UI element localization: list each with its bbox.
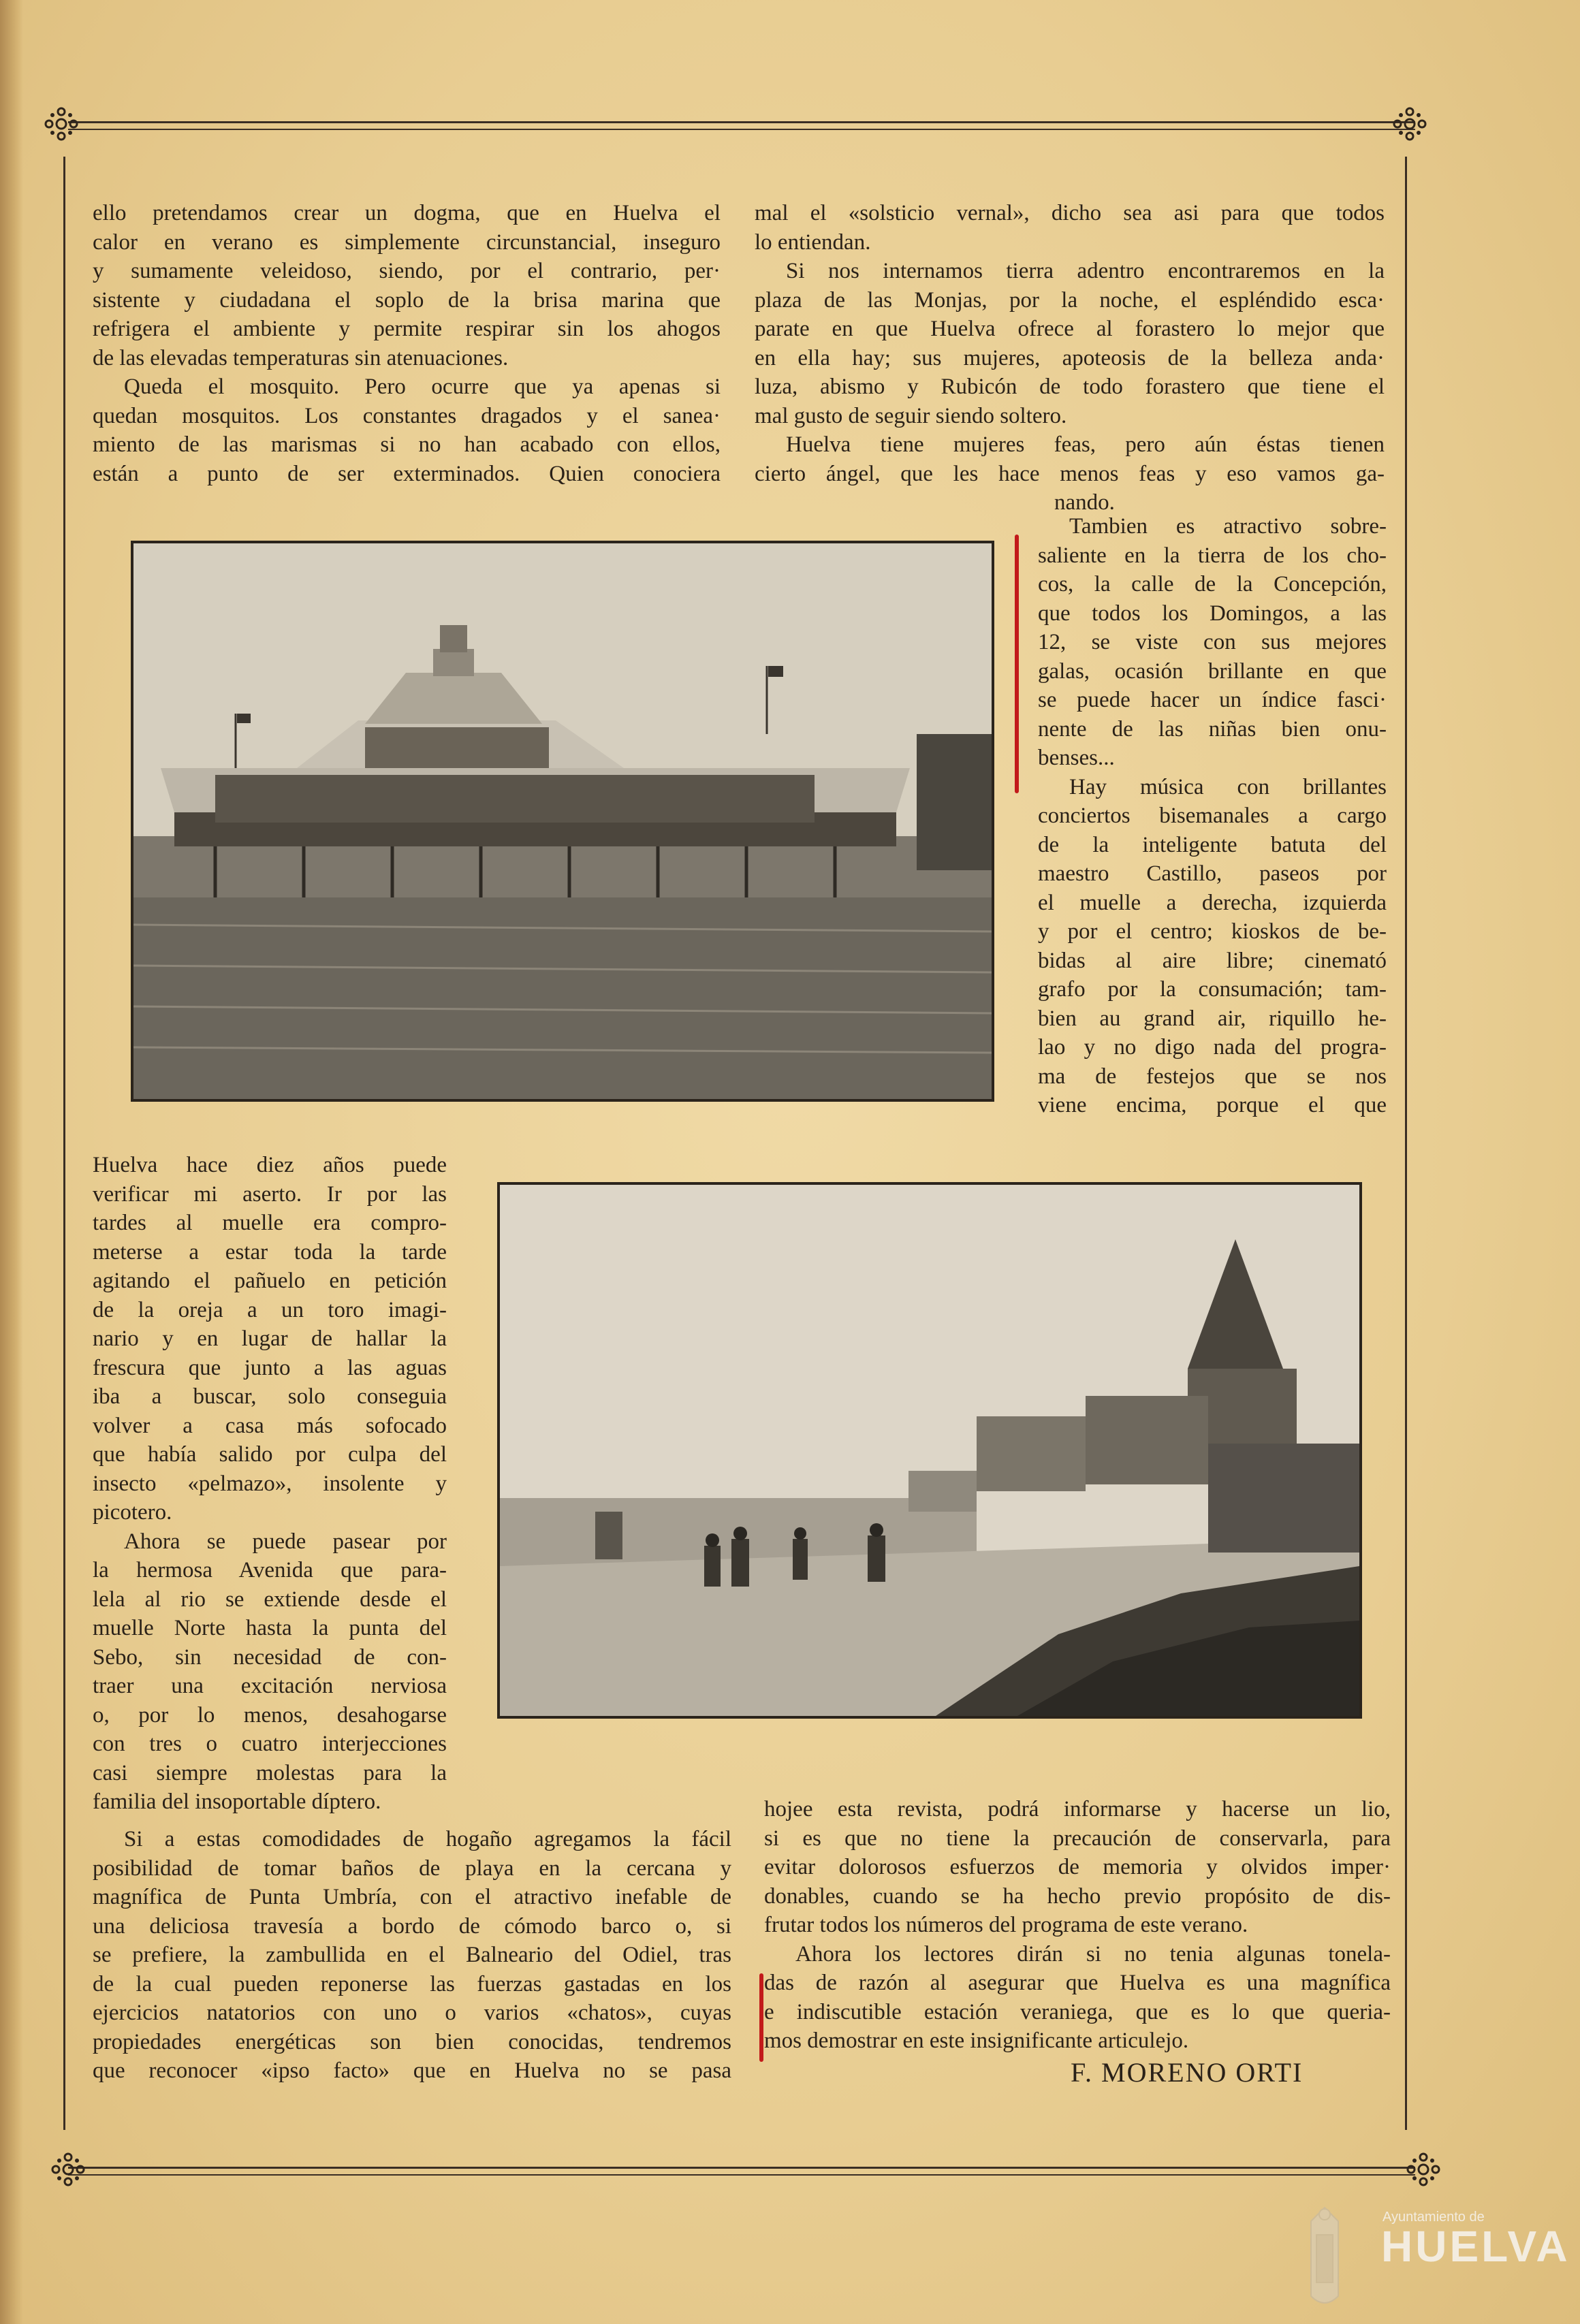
text-line: 12, se viste con sus mejores <box>1038 630 1387 654</box>
text-line: lao y no digo nada del progra- <box>1038 1035 1387 1060</box>
text-line: mal el «solsticio vernal», dicho sea asi para que todos <box>755 201 1385 225</box>
text-line: frescura que junto a las aguas <box>93 1355 447 1380</box>
text-line: de la oreja a un toro imagi- <box>93 1297 447 1322</box>
col2-bottom-text <box>764 1795 1391 2056</box>
text-line: plaza de las Monjas, por la noche, el espléndido esca· <box>755 287 1385 313</box>
text-line: casi siempre molestas para la <box>93 1760 447 1785</box>
text-line: con tres o cuatro interjecciones <box>93 1732 447 1756</box>
page-fold-shadow <box>0 0 23 2324</box>
text-line: mal gusto de seguir siendo soltero. <box>755 403 1067 428</box>
text-line: una deliciosa travesía a bordo de cómodo barco o, si <box>93 1913 731 1939</box>
text-line: nente de las niñas bien onu- <box>1038 716 1387 742</box>
red-margin-mark <box>759 1973 763 2062</box>
text-line: Sebo, sin necesidad de con- <box>93 1644 447 1670</box>
text-line: maestro Castillo, paseos por <box>1038 861 1387 886</box>
text-line: de las elevadas temperaturas sin atenuaciones. <box>93 345 509 370</box>
text-line: refrigera el ambiente y permite respirar sin los ahogos <box>93 317 721 341</box>
text-line: en ella hay; sus mujeres, apoteosis de la belleza anda· <box>755 345 1385 370</box>
text-line: Huelva hace diez años puede <box>93 1153 447 1177</box>
col1-mid-text <box>93 1151 447 1817</box>
text-line: donables, cuando se ha hecho previo propósito de dis- <box>764 1883 1391 1909</box>
corner-ornament-icon <box>41 104 82 144</box>
text-line: muelle Norte hasta la punta del <box>93 1616 447 1640</box>
text-line: cos, la calle de la Concepción, <box>1038 572 1387 596</box>
text-line: o, por lo menos, desahogarse <box>93 1702 447 1728</box>
author-signature: F. MORENO ORTI <box>1071 2057 1304 2088</box>
text-line: se puede hacer un índice fasci· <box>1038 688 1387 712</box>
text-line: ma de festejos que se nos <box>1038 1064 1387 1089</box>
text-line: saliente en la tierra de los cho- <box>1038 543 1387 568</box>
text-line: Queda el mosquito. Pero ocurre que ya apenas si <box>124 375 721 399</box>
text-line: ello pretendamos crear un dogma, que en Huelva el <box>93 201 721 225</box>
text-line: verificar mi aserto. Ir por las <box>93 1181 447 1207</box>
bottom-border-rule <box>68 2167 1415 2176</box>
text-line: magnífica de Punta Umbría, con el atractivo inefable de <box>93 1885 731 1909</box>
text-line: si es que no tiene la precaución de conservarla, para <box>764 1826 1391 1851</box>
left-border-rule <box>63 157 65 2130</box>
text-line: sistente y ciudadana el soplo de la brisa marina que <box>93 287 721 313</box>
text-line: quedan mosquitos. Los constantes dragados y el sanea· <box>93 403 721 428</box>
text-line: están a punto de ser exterminados. Quien conociera <box>93 461 721 486</box>
text-line: meterse a estar toda la tarde <box>93 1239 447 1264</box>
text-line: propiedades energéticas son bien conocidas, tendremos <box>93 2029 731 2054</box>
text-line: volver a casa más sofocado <box>93 1413 447 1438</box>
text-line: viene encima, porque el que <box>1038 1093 1387 1117</box>
text-line: hojee esta revista, podrá informarse y hacerse un lio, <box>764 1797 1391 1821</box>
text-line: la hermosa Avenida que para- <box>93 1558 447 1582</box>
text-line: bidas al aire libre; cinemató <box>1038 948 1387 973</box>
photo-beach-houses <box>497 1182 1362 1719</box>
text-line: de la inteligente batuta del <box>1038 832 1387 857</box>
text-line: parate en que Huelva ofrece al forastero lo mejor que <box>755 317 1385 341</box>
text-line: miento de las marismas si no han acabado con ellos, <box>93 432 721 457</box>
text-line: das de razón al asegurar que Huelva es una magnífica <box>764 1971 1391 1995</box>
text-line: lo entiendan. <box>755 229 871 255</box>
corner-ornament-icon <box>1403 2149 1444 2190</box>
text-line: e indiscutible estación veraniega, que es lo que queria- <box>764 1999 1391 2024</box>
text-line: nando. <box>1054 490 1115 515</box>
text-line: Tambien es atractivo sobre- <box>1069 514 1387 539</box>
text-line: Ahora los lectores dirán si no tenia algunas tonela- <box>795 1941 1391 1967</box>
text-line: bien au grand air, riquillo he- <box>1038 1006 1387 1031</box>
text-line: y sumamente veleidoso, siendo, por el contrario, per· <box>93 259 721 283</box>
text-line: Hay música con brillantes <box>1069 774 1387 799</box>
text-line: tardes al muelle era compro- <box>93 1211 447 1235</box>
text-line: benses... <box>1038 746 1115 770</box>
red-margin-mark <box>1015 535 1019 793</box>
text-line: se prefiere, la zambullida en el Balneario del Odiel, tras <box>93 1943 731 1967</box>
text-line: traer una excitación nerviosa <box>93 1674 447 1698</box>
text-line: familia del insoportable díptero. <box>93 1789 381 1814</box>
text-line: ejercicios natatorios con uno o varios «chatos», cuyas <box>93 2001 731 2025</box>
text-line: lela al rio se extiende desde el <box>93 1587 447 1612</box>
text-line: evitar dolorosos esfuerzos de memoria y olvidos imper· <box>764 1855 1391 1879</box>
text-line: agitando el pañuelo en petición <box>93 1269 447 1293</box>
text-line: luza, abismo y Rubicón de todo forastero que tiene el <box>755 375 1385 399</box>
text-line: que había salido por culpa del <box>93 1442 447 1467</box>
col1-top-text <box>93 199 721 488</box>
text-line: posibilidad de tomar baños de playa en la cercana y <box>93 1856 731 1881</box>
text-line: nario y en lugar de hallar la <box>93 1326 447 1351</box>
text-line: de la cual pueden reponerse las fuerzas gastadas en los <box>93 1971 731 1996</box>
corner-ornament-icon <box>1389 104 1430 144</box>
text-line: y por el centro; kioskos de be- <box>1038 919 1387 944</box>
text-line: grafo por la consumación; tam- <box>1038 977 1387 1002</box>
text-line: que reconocer «ipso facto» que en Huelva no se pasa <box>93 2058 731 2083</box>
text-line: Ahora se puede pasear por <box>124 1529 447 1554</box>
text-line: insecto «pelmazo», insolente y <box>93 1471 447 1496</box>
text-line: picotero. <box>93 1500 172 1525</box>
col2-top-text <box>755 199 1385 518</box>
watermark-title: HUELVA <box>1381 2222 1570 2271</box>
col2-mid-text <box>1038 512 1387 1120</box>
text-line: frutar todos los números del programa de este verano. <box>764 1913 1248 1937</box>
text-line: Huelva tiene mujeres feas, pero aún éstas tienen <box>786 432 1385 457</box>
text-line: mos demostrar en este insignificante articulejo. <box>764 2028 1189 2053</box>
top-border-rule <box>68 121 1415 130</box>
col1-bottom-text <box>93 1825 731 2086</box>
text-line: cierto ángel, que les hace menos feas y eso vamos ga- <box>755 461 1385 486</box>
text-line: iba a buscar, solo conseguia <box>93 1384 447 1409</box>
text-line: galas, ocasión brillante en que <box>1038 658 1387 684</box>
text-line: que todos los Domingos, a las <box>1038 601 1387 626</box>
right-border-rule <box>1405 157 1407 2130</box>
watermark-caption: Ayuntamiento de <box>1382 2210 1485 2225</box>
text-line: el muelle a derecha, izquierda <box>1038 890 1387 915</box>
text-line: calor en verano es simplemente circunstancial, inseguro <box>93 229 721 255</box>
text-line: conciertos bisemanales a cargo <box>1038 803 1387 828</box>
text-line: Si a estas comodidades de hogaño agregamos la fácil <box>124 1827 731 1851</box>
photo-pier-pavilion <box>131 541 994 1102</box>
corner-ornament-icon <box>48 2149 89 2190</box>
text-line: Si nos internamos tierra adentro encontraremos en la <box>786 259 1385 283</box>
